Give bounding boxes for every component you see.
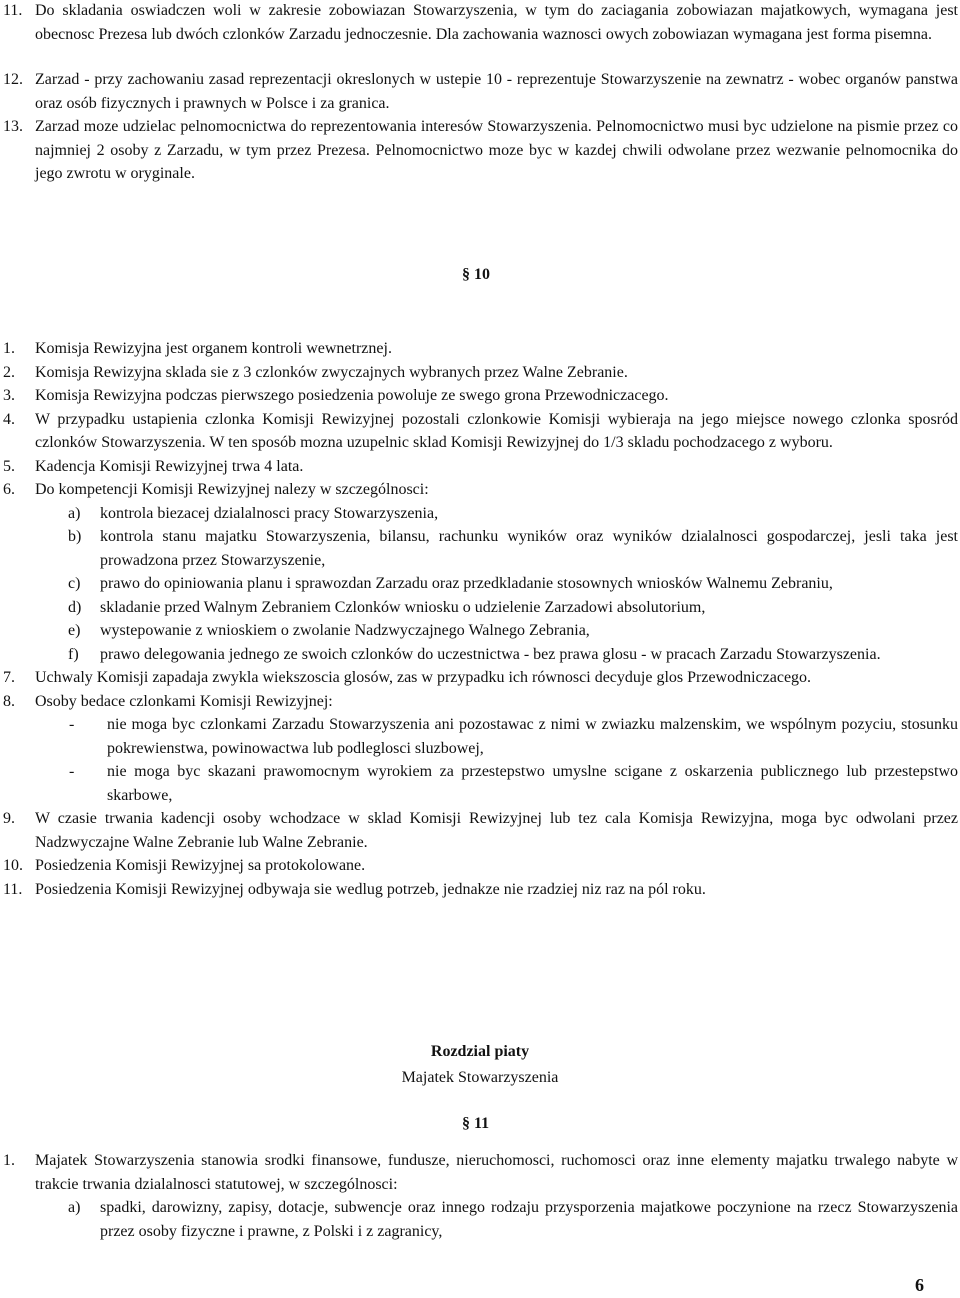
item-number: 2.	[3, 363, 15, 381]
item-text: nie moga byc czlonkami Zarzadu Stowarzyszenia ani pozostawac z nimi w zwiazku malzenskim, we wspólnym pozyciu, stosunku pokrewienstwa, powinowactwa lub podleglosci sluzbowej,	[107, 716, 958, 757]
item-text: Posiedzenia Komisji Rewizyjnej odbywaja sie wedlug potrzeb, jednakze nie rzadziej niz raz na pól roku.	[35, 880, 706, 898]
page-number: 6	[915, 1275, 924, 1295]
list-item	[3, 384, 958, 408]
item-label: e)	[68, 622, 81, 639]
paragraph-12	[3, 68, 958, 115]
item-text: wystepowanie z wnioskiem o zwolanie Nadzwyczajnego Walnego Zebrania,	[100, 622, 590, 639]
item-text: Majatek Stowarzyszenia stanowia srodki finansowe, fundusze, nieruchomosci, ruchomosci oraz inne elementy majatku trwalego nabyte w trakcie trwania dzialalnosci statutowej, w szczególnosci:	[35, 1152, 958, 1193]
item-number: 9.	[3, 810, 15, 827]
section-10-items	[3, 337, 958, 901]
item-text: spadki, darowizny, zapisy, dotacje, subwencje oraz innego rodzaju przysporzenia majatkowe poczynione na rzecz Stowarzyszenia przez osoby fizyczne i prawne, z Polski i z zagranicy,	[100, 1199, 958, 1240]
list-item	[3, 478, 958, 502]
item-label: d)	[68, 598, 82, 616]
list-item	[3, 854, 958, 878]
list-item	[3, 878, 958, 902]
item-label: a)	[68, 1199, 81, 1216]
list-item	[3, 361, 958, 385]
item-text: kontrola stanu majatku Stowarzyszenia, bilansu, rachunku wyników oraz wyników dzialalnosci gospodarczej, jesli taka jest prowadzona przez Stowarzyszenie,	[100, 528, 958, 569]
competence-item	[3, 619, 958, 643]
item-text: Uchwaly Komisji zapadaja zwykla wiekszoscia glosów, zas w przypadku ich równosci decyduje glos Przewodniczacego.	[35, 669, 812, 686]
paragraph-13	[3, 115, 958, 186]
item-number: 3.	[3, 387, 15, 404]
item-text: Do skladania oswiadczen woli w zakresie zobowiazan Stowarzyszenia, w tym do zaciagania zobowiazan majatkowych, wymagana jest obecnosc Prezesa lub dwóch czlonków Zarzadu jednoczesnie. Dla zachowania waznosci owych zobowiazan wymagana jest forma pisemna.	[35, 2, 958, 43]
list-item	[3, 408, 958, 455]
list-item	[3, 1149, 958, 1196]
item-text: nie moga byc skazani prawomocnym wyrokiem za przestepstwo umyslne scigane z oskarzenia publicznego lub przestepstwo skarbowe,	[107, 763, 958, 804]
dash-item	[3, 760, 958, 807]
item-text: W czasie trwania kadencji osoby wchodzace w sklad Komisji Rewizyjnej lub tez cala Komisja Rewizyjna, moga byc odwolani przez Nadzwyczajne Walne Zebranie lub Walne Zebranie.	[35, 810, 958, 851]
section-number: 11	[474, 1115, 490, 1132]
top-items	[3, 0, 958, 186]
section-symbol: §	[462, 266, 470, 283]
item-text: W przypadku ustapienia czlonka Komisji Rewizyjnej pozostali czlonkowie Komisji wybieraja na jego miejsce nowego czlonka sposród czlonków Stowarzyszenia. W ten sposób mozna uzupelnic sklad Komisji Rewizyjnej do 1/3 skladu pochodzacego z wyboru.	[35, 410, 958, 451]
item-number: 1.	[3, 1152, 15, 1169]
section-11-items	[3, 1149, 958, 1243]
item-text: skladanie przed Walnym Zebraniem Czlonków wniosku o udzielenie Zarzadowi absolutorium,	[100, 598, 706, 616]
item-label: -	[69, 716, 75, 733]
item-label: f)	[68, 645, 79, 663]
competence-item	[3, 572, 958, 596]
item-text: Komisja Rewizyjna jest organem kontroli wewnetrznej.	[35, 340, 392, 357]
item-label: a)	[68, 504, 81, 522]
paragraph-11	[3, 0, 958, 68]
item-text: prawo do opiniowania planu i sprawozdan Zarzadu oraz przedkladanie stosownych wniosków Walnemu Zebraniu,	[100, 575, 833, 592]
chapter-subtitle: Majatek Stowarzyszenia	[401, 1069, 559, 1086]
item-text: kontrola biezacej dzialalnosci pracy Stowarzyszenia,	[100, 504, 439, 522]
item-number: 10.	[3, 857, 23, 874]
item-number: 12.	[3, 71, 23, 88]
item-text: Kadencja Komisji Rewizyjnej trwa 4 lata.	[35, 457, 304, 475]
item-label: b)	[68, 528, 82, 545]
list-item	[3, 807, 958, 854]
item-text: Posiedzenia Komisji Rewizyjnej sa protokolowane.	[35, 857, 366, 874]
item-number: 6.	[3, 481, 15, 498]
item-number: 11.	[3, 880, 23, 898]
sub-item	[3, 1196, 958, 1243]
competence-item	[3, 502, 958, 526]
item-label: c)	[68, 575, 81, 592]
item-number: 7.	[3, 669, 15, 686]
list-item	[3, 337, 958, 361]
item-text: Do kompetencji Komisji Rewizyjnej nalezy w szczególnosci:	[35, 481, 429, 498]
item-text: Komisja Rewizyjna podczas pierwszego posiedzenia powoluje ze swego grona Przewodniczacego.	[35, 387, 669, 404]
item-text: prawo delegowania jednego ze swoich czlonków do uczestnictwa - bez prawa glosu - w pracach Zarzadu Stowarzyszenia.	[100, 645, 881, 663]
item-number: 13.	[3, 118, 23, 135]
list-item	[3, 455, 958, 479]
list-item	[3, 666, 958, 690]
item-number: 1.	[3, 340, 15, 357]
item-text: Zarzad - przy zachowaniu zasad reprezentacji okreslonych w ustepie 10 - reprezentuje Stowarzyszenie na zewnatrz - wobec organów panstwa oraz osób fizycznych i prawnych w Polsce i za granica.	[35, 71, 958, 112]
list-item	[3, 690, 958, 714]
section-10-heading	[462, 263, 490, 287]
item-label: -	[69, 763, 75, 780]
section-symbol: §	[462, 1115, 470, 1132]
competence-item	[3, 596, 958, 620]
section-number: 10	[474, 266, 490, 283]
item-text: Zarzad moze udzielac pelnomocnictwa do reprezentowania interesów Stowarzyszenia. Pelnomocnictwo musi byc udzielone na pismie przez co najmniej 2 osoby z Zarzadu, w tym przez Prezesa. Pelnomocnictwo moze byc w kazdej chwili odwolane przez wezwanie pelnomocnika do jego zwrotu w oryginale.	[35, 118, 958, 182]
item-text: Komisja Rewizyjna sklada sie z 3 czlonków zwyczajnych wybranych przez Walne Zebranie.	[35, 363, 628, 381]
chapter-title: Rozdzial piaty	[430, 1043, 530, 1060]
item-number: 11.	[3, 2, 23, 19]
item-number: 4.	[3, 410, 15, 428]
competence-item	[3, 643, 958, 667]
item-number: 8.	[3, 692, 15, 710]
item-number: 5.	[3, 457, 15, 475]
dash-item	[3, 713, 958, 760]
section-11-heading	[462, 1112, 489, 1136]
competence-item	[3, 525, 958, 572]
item-text: Osoby bedace czlonkami Komisji Rewizyjnej:	[35, 692, 333, 710]
